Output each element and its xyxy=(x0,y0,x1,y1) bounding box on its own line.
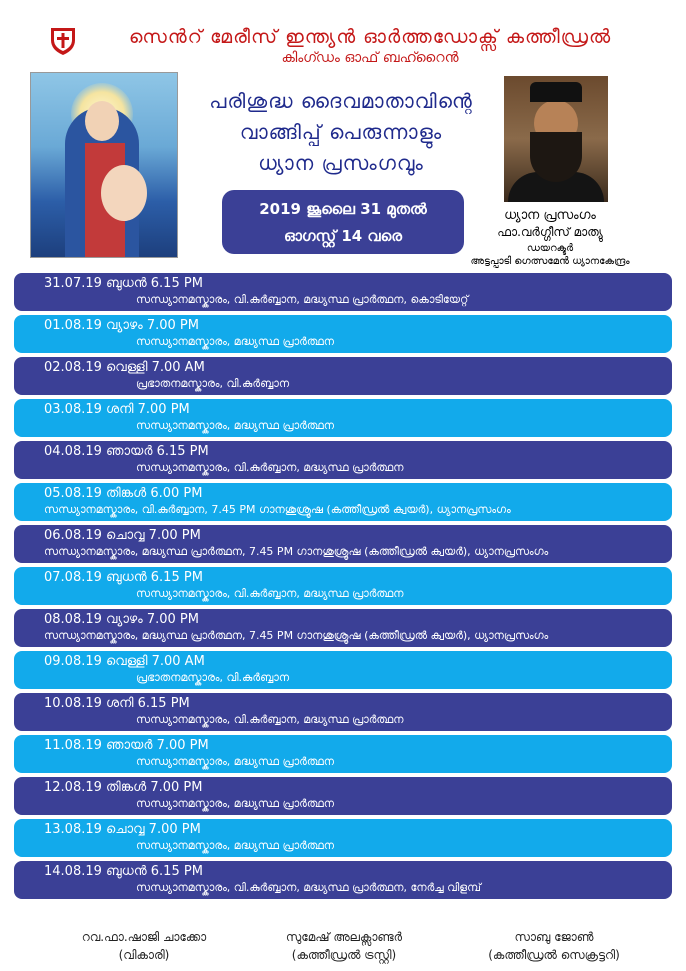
schedule-row xyxy=(14,735,672,773)
schedule-row xyxy=(14,693,672,731)
speaker-name: ഫാ.വർഗ്ഗീസ് മാത്യു xyxy=(497,225,603,239)
schedule-date: 09.08.19 വെള്ളി 7.00 AM xyxy=(44,654,205,669)
speaker-place: അട്ടപ്പാടി ഗെത്സമേൻ ധ്യാനകേന്ദ്രം xyxy=(470,256,630,267)
schedule-program: സന്ധ്യാനമസ്കാരം, വി.കുർബ്ബാന, മദ്ധ്യസ്ഥ പ്രാർത്ഥന xyxy=(136,713,404,726)
signatory-vicar xyxy=(34,928,254,964)
speaker-photo xyxy=(504,76,608,202)
schedule-program: സന്ധ്യാനമസ്കാരം, മദ്ധ്യസ്ഥ പ്രാർത്ഥന xyxy=(136,335,334,348)
schedule-date: 07.08.19 ബുധൻ 6.15 PM xyxy=(44,570,203,585)
schedule-date: 11.08.19 ഞായർ 7.00 PM xyxy=(44,738,209,753)
schedule-row xyxy=(14,651,672,689)
schedule-date: 13.08.19 ചൊവ്വ 7.00 PM xyxy=(44,822,201,837)
schedule-date: 01.08.19 വ്യാഴം 7.00 PM xyxy=(44,318,199,333)
schedule-list xyxy=(14,273,672,903)
signatory-role: (കത്തീഡ്രൽ ട്രസ്റ്റി) xyxy=(291,948,397,962)
schedule-program: സന്ധ്യാനമസ്കാരം, മദ്ധ്യസ്ഥ പ്രാർത്ഥന xyxy=(136,419,334,432)
schedule-program: സന്ധ്യാനമസ്കാരം, മദ്ധ്യസ്ഥ പ്രാർത്ഥന, 7.45 PM ഗാനശുശ്രൂഷ (കത്തീഡ്രൽ ക്വയർ), ധ്യാനപ്രസംഗം xyxy=(44,629,549,642)
schedule-date: 08.08.19 വ്യാഴം 7.00 PM xyxy=(44,612,199,627)
schedule-date: 14.08.19 ബുധൻ 6.15 PM xyxy=(44,864,203,879)
schedule-date: 06.08.19 ചൊവ്വ 7.00 PM xyxy=(44,528,201,543)
church-emblem-icon xyxy=(48,24,78,56)
feast-line-1: പരിശുദ്ധ ദൈവമാതാവിന്റെ xyxy=(209,89,473,113)
schedule-row xyxy=(14,441,672,479)
date-range-box xyxy=(222,190,464,254)
schedule-date: 10.08.19 ശനി 6.15 PM xyxy=(44,696,190,711)
schedule-program: സന്ധ്യാനമസ്കാരം, വി.കുർബ്ബാന, മദ്ധ്യസ്ഥ പ്രാർത്ഥന, കൊടിയേറ്റ് xyxy=(136,293,469,306)
schedule-program: സന്ധ്യാനമസ്കാരം, മദ്ധ്യസ്ഥ പ്രാർത്ഥന xyxy=(136,839,334,852)
schedule-row xyxy=(14,609,672,647)
schedule-program: സന്ധ്യാനമസ്കാരം, വി.കുർബ്ബാന, മദ്ധ്യസ്ഥ പ്രാർത്ഥന xyxy=(136,461,404,474)
schedule-program: സന്ധ്യാനമസ്കാരം, വി.കുർബ്ബാന, 7.45 PM ഗാനശുശ്രൂഷ (കത്തീഡ്രൽ ക്വയർ), ധ്യാനപ്രസംഗം xyxy=(44,503,511,516)
feast-title xyxy=(186,86,496,179)
schedule-row xyxy=(14,525,672,563)
signatory-role: (കത്തീഡ്രൽ സെക്രട്ടറി) xyxy=(488,948,620,962)
schedule-row xyxy=(14,861,672,899)
signatory-name: സാബു ജോൺ xyxy=(514,930,594,944)
feast-line-3: ധ്യാന പ്രസംഗവും xyxy=(258,151,424,175)
speaker-role: ധ്യാന പ്രസംഗം xyxy=(504,208,596,223)
schedule-date: 04.08.19 ഞായർ 6.15 PM xyxy=(44,444,209,459)
schedule-row xyxy=(14,399,672,437)
speaker-title: ഡയറക്ടർ xyxy=(526,243,574,254)
schedule-program: സന്ധ്യാനമസ്കാരം, മദ്ധ്യസ്ഥ പ്രാർത്ഥന xyxy=(136,797,334,810)
schedule-program: സന്ധ്യാനമസ്കാരം, മദ്ധ്യസ്ഥ പ്രാർത്ഥന, 7.45 PM ഗാനശുശ്രൂഷ (കത്തീഡ്രൽ ക്വയർ), ധ്യാനപ്രസംഗം xyxy=(44,545,549,558)
virgin-mary-image xyxy=(30,72,178,258)
schedule-date: 12.08.19 തിങ്കൾ 7.00 PM xyxy=(44,780,203,795)
schedule-date: 05.08.19 തിങ്കൾ 6.00 PM xyxy=(44,486,203,501)
schedule-date: 02.08.19 വെള്ളി 7.00 AM xyxy=(44,360,205,375)
header-subtitle: കിംഗ്ഡം ഓഫ് ബഹ്റൈൻ xyxy=(281,50,459,66)
schedule-row xyxy=(14,357,672,395)
schedule-program: സന്ധ്യാനമസ്കാരം, മദ്ധ്യസ്ഥ പ്രാർത്ഥന xyxy=(136,755,334,768)
signatory-role: (വികാരി) xyxy=(118,948,170,962)
date-range-line-2: ഓഗസ്റ്റ് 14 വരെ xyxy=(283,227,403,245)
schedule-program: സന്ധ്യാനമസ്കാരം, വി.കുർബ്ബാന, മദ്ധ്യസ്ഥ പ്രാർത്ഥന, നേർച്ച വിളമ്പ് xyxy=(136,881,481,894)
header-title: സെൻറ് മേരീസ് ഇന്ത്യൻ ഓർത്തഡോക്സ് കത്തീഡ്രൽ xyxy=(128,26,612,48)
signatory-name: റവ.ഫാ.ഷാജി ചാക്കോ xyxy=(81,930,207,944)
signatory-name: സുമേഷ് അലക്സാണ്ടർ xyxy=(285,930,403,944)
schedule-program: പ്രഭാതനമസ്കാരം, വി.കുർബ്ബാന xyxy=(136,377,290,390)
schedule-row xyxy=(14,273,672,311)
feast-line-2: വാങ്ങിപ്പ് പെരുന്നാളും xyxy=(239,120,443,144)
schedule-row xyxy=(14,819,672,857)
schedule-row xyxy=(14,567,672,605)
date-range-line-1: 2019 ജൂലൈ 31 മുതൽ xyxy=(259,200,427,218)
schedule-program: പ്രഭാതനമസ്കാരം, വി.കുർബ്ബാന xyxy=(136,671,290,684)
schedule-date: 03.08.19 ശനി 7.00 PM xyxy=(44,402,190,417)
schedule-row xyxy=(14,315,672,353)
schedule-program: സന്ധ്യാനമസ്കാരം, വി.കുർബ്ബാന, മദ്ധ്യസ്ഥ പ്രാർത്ഥന xyxy=(136,587,404,600)
signatory-trustee xyxy=(234,928,454,964)
signatory-secretary xyxy=(444,928,664,964)
schedule-row xyxy=(14,777,672,815)
schedule-row xyxy=(14,483,672,521)
schedule-date: 31.07.19 ബുധൻ 6.15 PM xyxy=(44,276,203,291)
